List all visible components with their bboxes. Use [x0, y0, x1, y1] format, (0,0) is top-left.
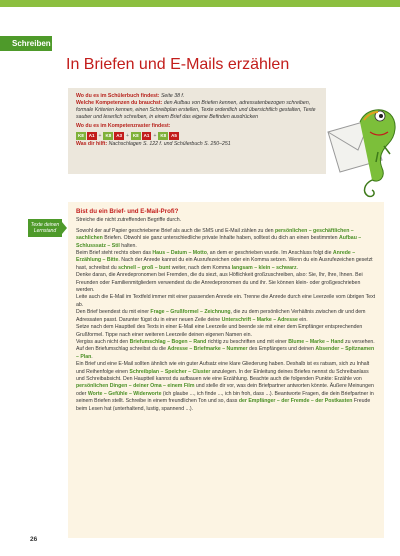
kompetenz-badge: K8	[160, 133, 167, 138]
paragraph-text: Denke daran, die Anredepronomen bei Fremden, die du siezt, aus Höflichkeit großzuschreiben, also: Sie, Ihr, Ihre, Ihnen. Bei Freunden oder Familienmitgliedern verwendest du die Anredepronomen du und ihr. Sie können klein- oder großgeschrieben werden.	[76, 272, 363, 294]
paragraph-text: Setze nach dem Hauptteil des Texts in einer E-Mail eine Leerzeile und beende sie mit einer dem Empfänger entsprechenden Grußformel. Tippe nach einer weiteren Leerzeile deinen eigenen Namen ein.	[76, 324, 363, 338]
paragraph-text: (ich glaube ..., ich finde ..., ich bin froh, dass ...). Beantworte Fragen, die dein Briefpartner in seinem Briefen stellt. Schreibe in einem freundlichen Ton und so, dass	[76, 390, 374, 405]
answer-options[interactable]: Absender – Spitznamen – Plan	[76, 346, 375, 360]
kompetenz-level-badge: A5	[171, 133, 177, 138]
exercise-paragraph	[76, 309, 376, 324]
answer-options[interactable]: Anrede – Erzählung – Bitte	[76, 250, 356, 264]
envelope-chameleon-illustration	[320, 92, 400, 202]
exercise-paragraph	[76, 324, 376, 339]
exercise-paragraph	[76, 272, 376, 294]
paragraph-text: , an dem er geschrieben wurde. Im Anschluss folgt die	[206, 250, 333, 257]
info-line-raster: Wo du es im Kompetenzraster findest:	[76, 123, 171, 129]
answer-options[interactable]: persönlichen Dingen – deiner Oma – einem Film	[76, 383, 195, 390]
paragraph-text: , die zu dem persönlichen Verhältnis zwischen dir und dem Adressaten passt. Darunter fügst du in einer neuen Zeile deine	[76, 309, 366, 323]
plus-sign: +	[98, 132, 102, 139]
paragraph-text: Briefen. Obwohl sie ganz unterschiedliche private Inhalte haben, solltest du dich an einen bestimmten	[102, 235, 339, 242]
answer-options[interactable]: der Empfänger – der Fremde – der Postkasten	[238, 398, 353, 405]
exercise-heading: Bist du ein Brief- und E-Mail-Profi?	[76, 208, 179, 215]
kompetenz-level-badge: A3	[116, 133, 122, 138]
paragraph-text: . Nach der Anrede kannst du ein Ausrufezeichen oder ein Komma setzen. Wenn du ein Ausrufezeichen gesetzt hast, schreibst du	[76, 257, 373, 271]
exercise-paragraph	[76, 361, 376, 413]
side-label: Texte deinen Lernstand	[28, 219, 62, 237]
page-number: 26	[30, 536, 38, 543]
answer-options[interactable]: Unterschrift – Marke – Adresse	[221, 316, 298, 323]
paragraph-text: Freude beim Lesen hat (unterhaltend, lustig, spannend ...).	[76, 398, 371, 412]
answer-options[interactable]: Aufbau – Schlusssatz – Stil	[76, 235, 362, 249]
plus-sign: +	[153, 132, 157, 139]
answer-options[interactable]: Haus – Datum – Motto	[152, 250, 207, 257]
paragraph-text: Leite auch die E-Mail im Textfeld immer mit einer passenden Anrede ein. Trenne die Anrede durch eine Leerzeile vom übrigen Text ab.	[76, 294, 376, 308]
kompetenz-level-badge: A1	[88, 133, 95, 138]
answer-options[interactable]: langsam – klein – schwarz	[231, 264, 297, 271]
exercise-paragraph	[76, 294, 376, 309]
paragraph-text: .	[296, 264, 299, 271]
section-tab: Schreiben	[0, 36, 52, 51]
paragraph-text: und stelle dir vor, was dein Briefpartner antworten könnte. Äußere Meinungen oder	[76, 383, 374, 397]
answer-options[interactable]: Blume – Marke – Hand	[288, 338, 344, 345]
paragraph-text: weiter, nach dem Komma	[170, 264, 232, 271]
kompetenz-badges	[76, 132, 318, 140]
paragraph-text: Beim Brief steht rechts oben das	[76, 250, 153, 257]
paragraph-text: .	[91, 353, 93, 360]
paragraph-text: zu versehen. Auf den Briefumschlag schreibst du die	[76, 338, 375, 353]
answer-options[interactable]: Frage – Grußformel – Zeichnung	[150, 309, 231, 316]
paragraph-text: ein.	[297, 316, 308, 323]
answer-options[interactable]: Schreibplan – Speicher – Cluster	[129, 368, 211, 375]
answer-options[interactable]: persönlichen – geschäftlichen – sachlichen	[76, 227, 354, 242]
plus-sign: +	[125, 132, 129, 139]
exercise-paragraph	[76, 228, 376, 250]
info-line-help: Was dir hilft: Nachschlagen S. 122 f. und Schülerbuch S. 250–251	[76, 141, 231, 147]
paragraph-text: Ein Brief und eine E-Mail sollten ähnlich wie ein guter Aufsatz eine klare Gliederung haben. Deshalb ist es ratsam, sich zu Inhalt und Reihenfolge einen	[76, 361, 370, 375]
kompetenz-badge: K8	[105, 133, 112, 138]
answer-options[interactable]: Adresse – Briefmarke – Nummer	[167, 346, 248, 353]
kompetenz-badge: K8	[78, 133, 84, 138]
paragraph-text: anzulegen. In der Einleitung deines Briefes nennst du Schreibanlass und Schreibabsicht. Den Hauptteil kannst du aufbauen wie eine Erzählung. Beachte auch die folgenden Punkte: Erzähle von	[76, 368, 369, 382]
paragraph-text: Vergiss auch nicht den	[76, 338, 130, 345]
answer-options[interactable]: Briefumschlag – Bogen – Rand	[129, 338, 207, 345]
exercise-paragraph	[76, 339, 376, 361]
exercise-box	[68, 202, 384, 538]
paragraph-text: Den Brief beendest du mit einer	[76, 309, 151, 316]
info-line-competencies: Welche Kompetenzen du brauchst: den Aufbau von Briefen kennen, adressatenbezogen schreiben, formale Kriterien kennen, einen Schreibplan erstellen, Texte ordentlich und übersichtlich gestalten, Texte sauber und leserlich schreiben, in einem Brief das eigene Befinden ausdrücken	[76, 100, 316, 120]
paragraph-text: richtig zu beschriften und mit einer	[206, 338, 289, 345]
answer-options[interactable]: schnell – groß – bunt	[118, 264, 171, 271]
kompetenz-level-badge: A1	[143, 133, 150, 138]
top-color-bar	[0, 0, 400, 7]
answer-options[interactable]: Worte – Gefühle – Widerworte	[87, 390, 162, 397]
info-line-book: Wo du es im Schülerbuch findest: Seite 38 f.	[76, 93, 185, 99]
paragraph-text: des Empfängers und deinen	[247, 346, 316, 353]
paragraph-text: Sowohl der auf Papier geschriebene Brief als auch die SMS und E-Mail zählen zu den	[76, 227, 275, 234]
paragraph-text: halten.	[119, 242, 137, 249]
page-title: In Briefen und E-Mails erzählen	[66, 56, 290, 73]
kompetenz-badge: K8	[132, 133, 139, 138]
exercise-paragraph	[76, 250, 376, 272]
exercise-paragraphs	[76, 228, 376, 413]
info-box	[68, 88, 326, 174]
exercise-intro: Streiche die nicht zutreffenden Begriffe durch.	[76, 217, 182, 224]
